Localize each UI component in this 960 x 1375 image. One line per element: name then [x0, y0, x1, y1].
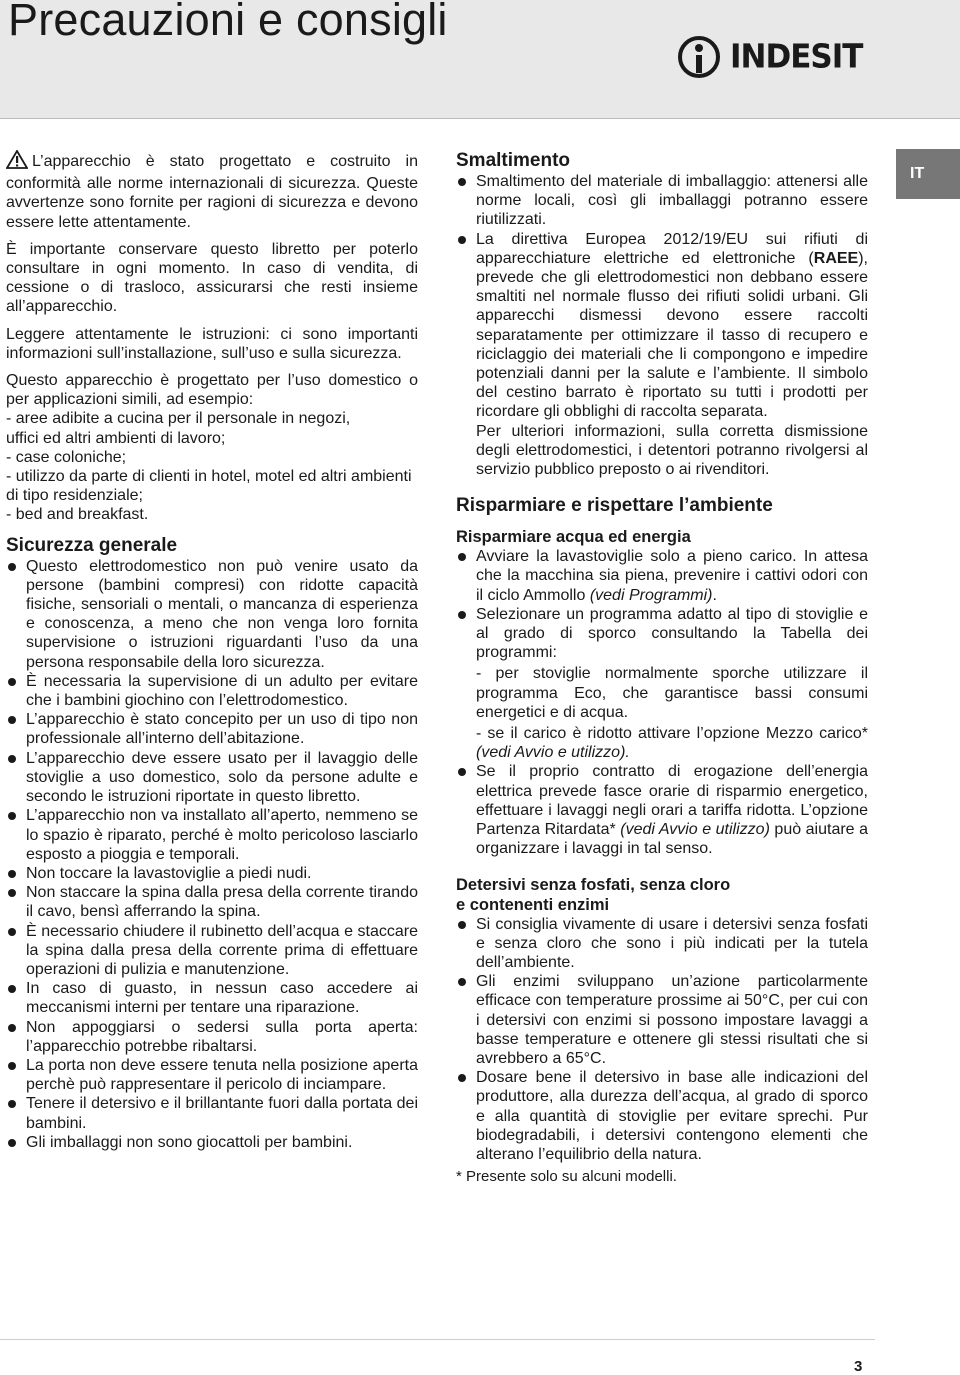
- sub-item: - se il carico è ridotto attivare l’opzione Mezzo carico* (vedi Avvio e utilizzo).: [476, 725, 868, 762]
- list-item: Gli imballaggi non sono giocattoli per bambini.: [6, 1133, 418, 1152]
- usage-line: - aree adibite a cucina per il personale in negozi,: [6, 410, 351, 428]
- list-item: Si consiglia vivamente di usare i detersivi senza fosfati e senza cloro che sono i più indicati per la tutela dell’ambiente.: [456, 915, 868, 973]
- list-item: In caso di guasto, in nessun caso accedere ai meccanismi interni per tentare una riparazione.: [6, 979, 418, 1017]
- list-item: Smaltimento del materiale di imballaggio: attenersi alle norme locali, così gli imballaggi potranno essere riutilizzati.: [456, 172, 868, 230]
- footnote: * Presente solo su alcuni modelli.: [456, 1168, 677, 1186]
- intro-paragraph-1: L’apparecchio è stato progettato e costruito in conformità alle norme internazionali di sicurezza. Queste avvertenze sono fornite per ragioni di sicurezza e devono essere lette attentamente.: [6, 150, 418, 232]
- intro-paragraph-2: È importante conservare questo libretto per poterlo consultare in ogni momento. In caso di vendita, di cessione o di trasloco, assicurarsi che resti insieme all’apparecchio.: [6, 240, 418, 316]
- left-column: [6, 150, 418, 1152]
- usage-line: - case coloniche;: [6, 448, 127, 466]
- logo-wordmark: INDESIT: [730, 38, 863, 76]
- safety-heading: Sicurezza generale: [6, 534, 178, 556]
- list-item: Selezionare un programma adatto al tipo di stoviglie e al grado di sporco consultando la Tabella dei programmi: - per stoviglie normalmente sporche utilizzare il programma Eco, che garantisce bassi consumi energetici e di acqua. - se il carico è ridotto attivare l’opzione Mezzo carico* (vedi Avvio e utilizzo).: [456, 605, 868, 763]
- indesit-logo-icon: [678, 36, 720, 78]
- list-item: L’apparecchio è stato concepito per un uso di tipo non professionale all’interno dell’abitazione.: [6, 710, 418, 748]
- detergent-list: [456, 915, 868, 1165]
- sub-item: - per stoviglie normalmente sporche utilizzare il programma Eco, che garantisce bassi consumi energetici e di acqua.: [476, 665, 868, 721]
- page-header: [0, 0, 960, 119]
- usage-line: uffici ed altri ambienti di lavoro;: [6, 429, 226, 447]
- list-item: Tenere il detersivo e il brillantante fuori dalla portata dei bambini.: [6, 1094, 418, 1132]
- language-tab: IT: [896, 149, 960, 199]
- disposal-heading: Smaltimento: [456, 150, 571, 171]
- intro-paragraph-3: Leggere attentamente le istruzioni: ci sono importanti informazioni sull’installazione, sull’uso e sulla sicurezza.: [6, 325, 418, 362]
- list-item: L’apparecchio deve essere usato per il lavaggio delle stoviglie a uso domestico, solo da persone adulte e secondo le istruzioni riportate in questo libretto.: [6, 749, 418, 807]
- page-number: 3: [854, 1358, 863, 1375]
- list-item: Non toccare la lavastoviglie a piedi nudi.: [6, 864, 418, 883]
- usage-line: - bed and breakfast.: [6, 506, 149, 524]
- footer-divider: [0, 1339, 875, 1340]
- water-heading: Risparmiare acqua ed energia: [456, 528, 691, 547]
- list-item: Non staccare la spina dalla presa della corrente tirando il cavo, bensì afferrando la spina.: [6, 883, 418, 921]
- save-heading: Risparmiare e rispettare l’ambiente: [456, 495, 773, 517]
- page-title: Precauzioni e consigli: [8, 0, 448, 45]
- usage-line: Questo apparecchio è progettato per l’uso domestico o per applicazioni simili, ad esempio:: [6, 372, 418, 409]
- detergent-heading: Detersivi senza fosfati, senza cloro e contenenti enzimi: [456, 875, 731, 914]
- list-item: L’apparecchio non va installato all’aperto, nemmeno se lo spazio è riparato, perché è molto pericoloso lasciarlo esposto a pioggia e temporali.: [6, 806, 418, 864]
- list-item: Gli enzimi sviluppano un’azione particolarmente efficace con temperature prossime ai 50°C, per cui con i detersivi con enzimi si possono impostare lavaggi a basse temperature e ottenere gli stessi risultati che si avrebbero a 65°C.: [456, 972, 868, 1068]
- brand-logo: [678, 34, 862, 80]
- right-column: [456, 150, 868, 1186]
- list-item: È necessario chiudere il rubinetto dell’acqua e staccare la spina dalla presa della corrente prima di effettuare operazioni di pulizia e manutenzione.: [6, 922, 418, 980]
- safety-list: [6, 557, 418, 1152]
- water-list: [456, 547, 868, 858]
- list-item: Avviare la lavastoviglie solo a pieno carico. In attesa che la macchina sia piena, prevenire i cattivi odori con il ciclo Ammollo (vedi Programmi).: [456, 547, 868, 605]
- list-item: La porta non deve essere tenuta nella posizione aperta perchè può rappresentare il pericolo di inciampare.: [6, 1056, 418, 1094]
- list-item: È necessaria la supervisione di un adulto per evitare che i bambini giochino con l’elettrodomestico.: [6, 672, 418, 710]
- list-item: Se il proprio contratto di erogazione dell’energia elettrica prevede fasce orarie di risparmio energetico, effettuare i lavaggi negli orari a tariffa ridotta. L’opzione Partenza Ritardata* (vedi Avvio e utilizzo) può aiutare a organizzare i lavaggi in tal senso.: [456, 762, 868, 858]
- list-item: Questo elettrodomestico non può venire usato da persone (bambini compresi) con ridotte capacità fisiche, sensoriali o mentali, o mancanza di esperienza e conoscenza, a meno che non venga loro fornita supervisione o istruzioni riguardanti l’uso da una persona responsabile della loro sicurezza.: [6, 557, 418, 672]
- usage-list: [6, 371, 418, 525]
- list-item: Non appoggiarsi o sedersi sulla porta aperta: l’apparecchio potrebbe ribaltarsi.: [6, 1018, 418, 1056]
- list-item: Dosare bene il detersivo in base alle indicazioni del produttore, alla durezza dell’acqua, al grado di sporco e alla quantità di stoviglie per evitare sprechi. Pur biodegradabili, i detersivi contengono elementi che alterano l’equilibrio della natura.: [456, 1068, 868, 1164]
- disposal-list: [456, 172, 868, 422]
- list-item: La direttiva Europea 2012/19/EU sui rifiuti di apparecchiature elettriche ed elettroniche (RAEE), prevede che gli elettrodomestici non debbano essere smaltiti nel normale flusso dei rifiuti solidi urbani. Gli apparecchi dismessi devono essere raccolti separatamente per ottimizzare il tasso di recupero e riciclaggio dei materiali che li compongono e impedire potenziali danni per la salute e l’ambiente. Il simbolo del cestino barrato è riportato su tutti i prodotti per ricordare gli obblighi di raccolta separata.: [456, 230, 868, 422]
- disposal-info: Per ulteriori informazioni, sulla corretta dismissione degli elettrodomestici, i detentori potranno rivolgersi al servizio pubblico preposto o ai rivenditori.: [476, 422, 868, 479]
- usage-line: - utilizzo da parte di clienti in hotel, motel ed altri ambienti di tipo residenziale;: [6, 468, 412, 505]
- warning-icon: [6, 150, 28, 174]
